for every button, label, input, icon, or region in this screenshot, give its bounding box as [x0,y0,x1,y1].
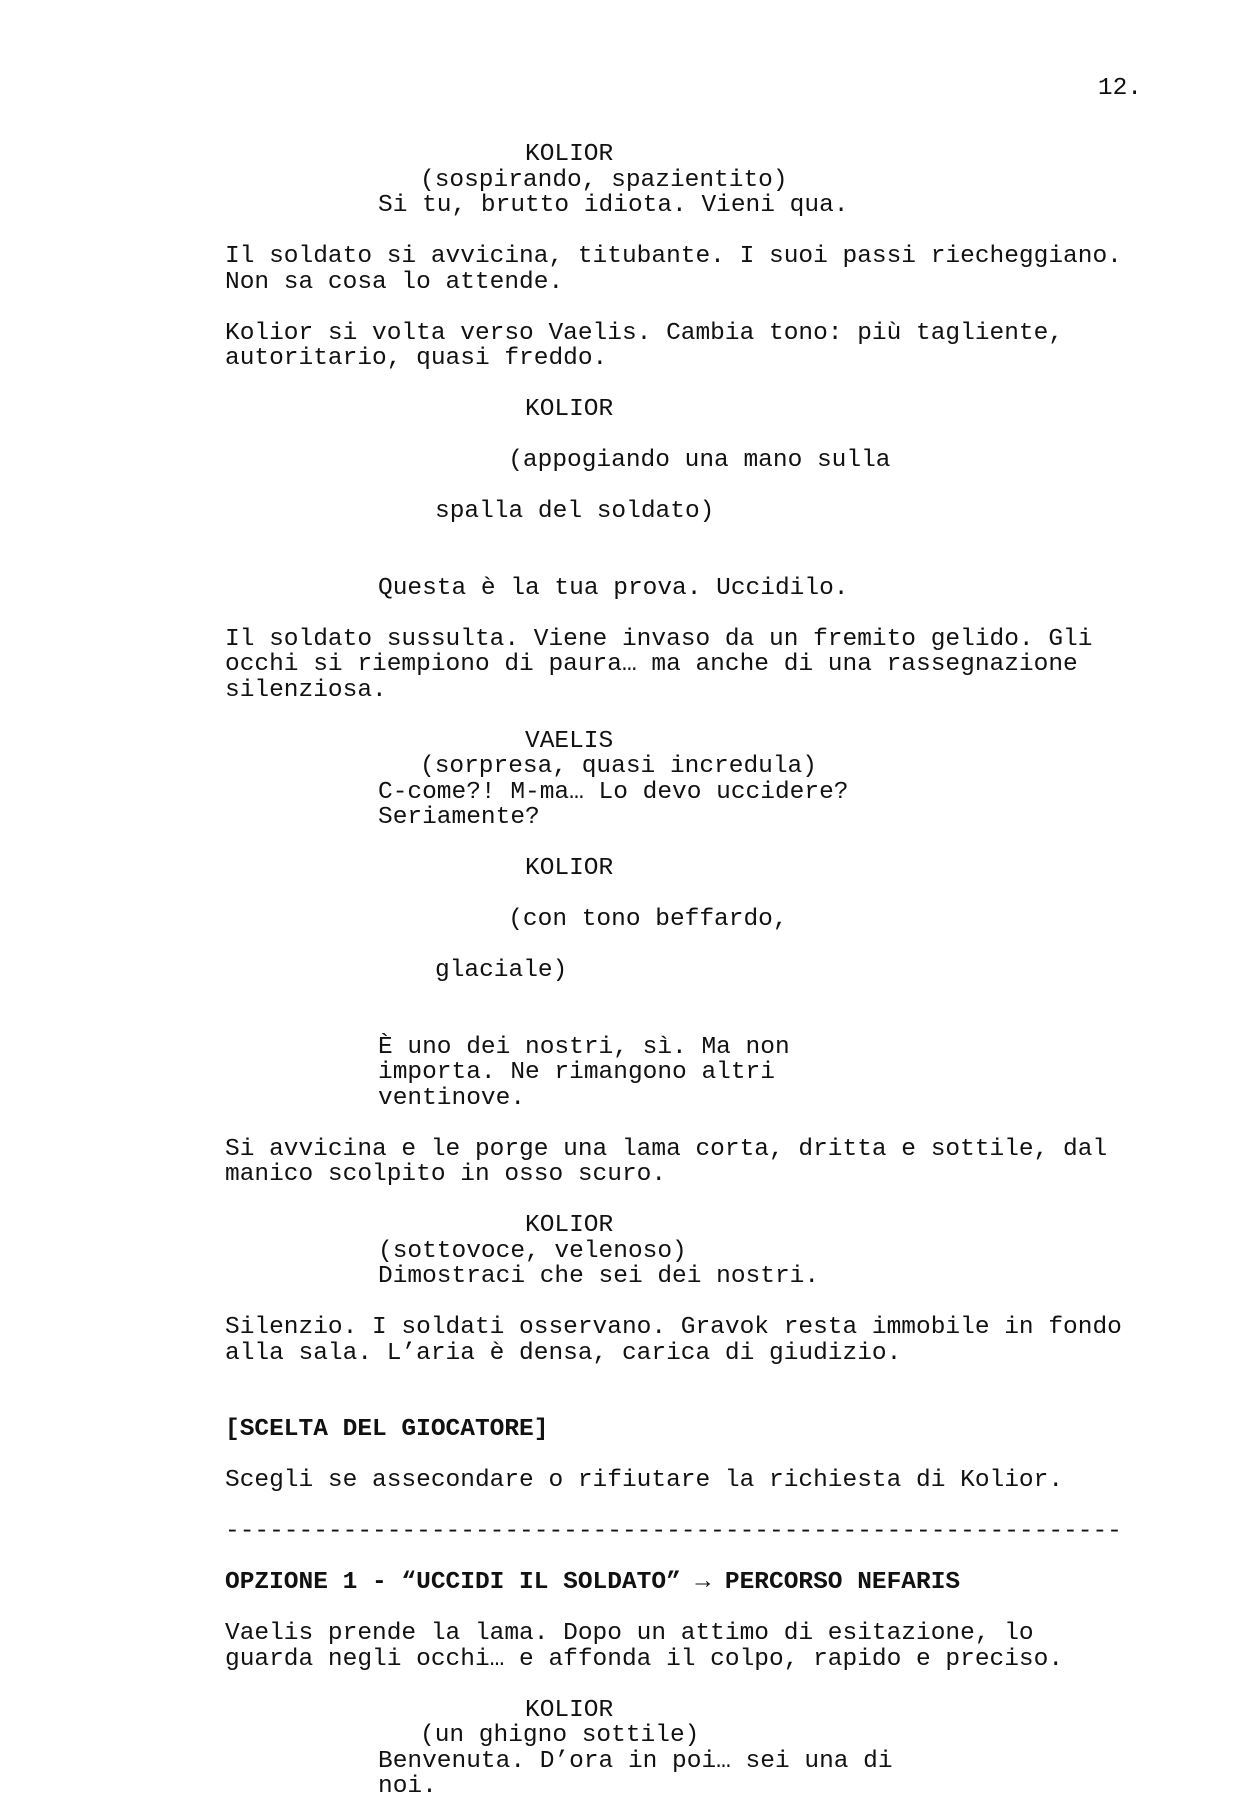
action-line: Silenzio. I soldati osservano. Gravok resta immobile in fondo alla sala. L’aria è densa, carica di giudizio. [225,1314,1122,1367]
screenplay-body [225,142,1155,1800]
dialogue-text: Dimostraci che sei dei nostri. [378,1263,820,1290]
character-name: KOLIOR [525,1212,614,1239]
parenthetical: (sospirando, spazientito) [420,166,788,194]
dialogue-text: Benvenuta. D’ora in poi… sei una di noi. [378,1747,893,1800]
parenthetical: (sottovoce, velenoso) [378,1237,687,1265]
action-line: Vaelis prende la lama. Dopo un attimo di esitazione, lo guarda negli occhi… e affonda il colpo, rapido e preciso. [225,1620,1064,1673]
action-line: Kolior si volta verso Vaelis. Cambia tono: più tagliente, autoritario, quasi freddo. [225,319,1064,372]
character-name: KOLIOR [525,396,614,423]
dialogue-text: È uno dei nostri, sì. Ma non importa. Ne rimangono altri ventinove. [378,1033,790,1112]
dialogue-block-kolior-5 [225,1698,1155,1800]
choice-instruction: Scegli se assecondare o rifiutare la richiesta di Kolior. [225,1467,1064,1494]
page-number: 12. [1097,75,1142,102]
dialogue-block-kolior-2 [225,397,1155,601]
character-name: KOLIOR [525,1696,614,1724]
action-line: Si avvicina e le porge una lama corta, dritta e sottile, dal manico scolpito in osso scuro. [225,1135,1108,1188]
dialogue-block-kolior-3 [225,856,1155,1111]
parenthetical [420,882,1155,1035]
parenthetical-line: (con tono beffardo, [508,906,788,933]
separator-line: ------------------------------------------------------------- [225,1519,1122,1545]
parenthetical: (un ghigno sottile) [420,1722,700,1749]
dialogue-text: C-come?! M-ma… Lo devo uccidere? Seriamente? [378,778,849,831]
choice-header: [SCELTA DEL GIOCATORE] [225,1416,549,1443]
option-title: OPZIONE 1 - “UCCIDI IL SOLDATO” → PERCORSO NEFARIS [225,1569,961,1596]
dialogue-block-kolior-1 [225,142,1155,219]
dialogue-block-kolior-4 [225,1213,1155,1290]
dialogue-text: Si tu, brutto idiota. Vieni qua. [378,192,849,219]
parenthetical-line: glaciale) [435,957,568,984]
parenthetical-line: spalla del soldato) [435,498,715,525]
action-line: Il soldato sussulta. Viene invaso da un fremito gelido. Gli occhi si riempiono di paura… ma anche di una rassegnazione silenziosa. [225,625,1093,704]
dialogue-block-vaelis [225,729,1155,831]
action-line: Il soldato si avvicina, titubante. I suoi passi riecheggiano. Non sa cosa lo attende. [225,243,1122,296]
parenthetical-line: (appogiando una mano sulla [508,447,891,474]
parenthetical [420,423,1155,576]
dialogue-text: Questa è la tua prova. Uccidilo. [378,574,849,602]
character-name: VAELIS [525,727,614,755]
parenthetical: (sorpresa, quasi incredula) [420,753,817,780]
character-name: KOLIOR [525,855,614,882]
character-name: KOLIOR [525,141,614,168]
